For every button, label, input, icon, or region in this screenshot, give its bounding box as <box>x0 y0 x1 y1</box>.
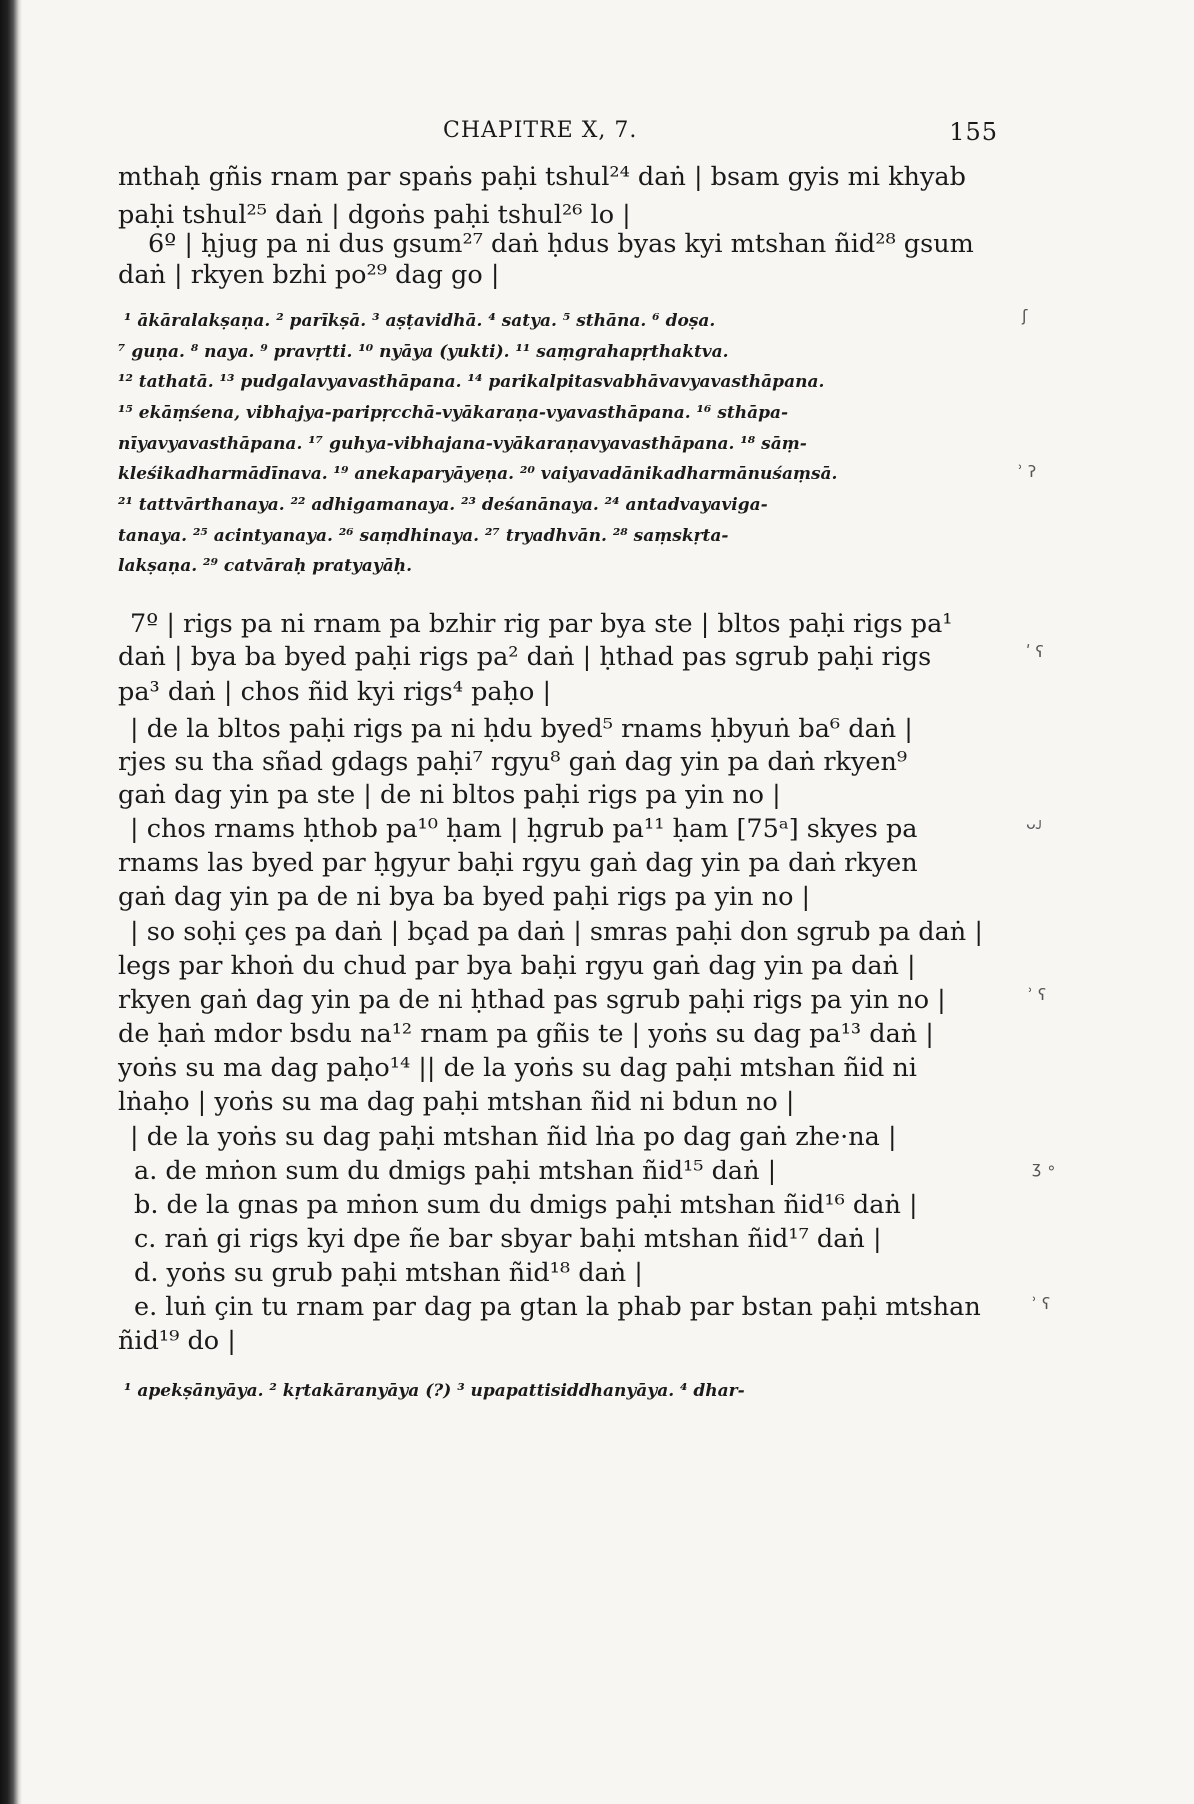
text-line: yoṅs su ma dag paḥo¹⁴ || de la yoṅs su dag paḥi mtshan ñid ni <box>118 1053 917 1083</box>
text-line: | de la yoṅs su dag paḥi mtshan ñid lṅa po dag gaṅ zhe·na | <box>130 1122 897 1152</box>
text-line: ñid¹⁹ do | <box>118 1326 236 1356</box>
running-header <box>118 118 998 152</box>
margin-mark: ᴗᴊ <box>1026 814 1043 833</box>
list-item: c. raṅ gi rigs kyi dpe ñe bar sbyar baḥi mtshan ñid¹⁷ daṅ | <box>134 1224 882 1254</box>
margin-mark: ʹ ʕ <box>1026 642 1044 661</box>
text-line: rkyen gaṅ dag yin pa de ni ḥthad pas sgrub paḥi rigs pa yin no | <box>118 985 946 1015</box>
footnote-line: lakṣaṇa. ²⁹ catvāraḥ pratyayāḥ. <box>118 556 412 576</box>
text-line: lṅaḥo | yoṅs su ma dag paḥi mtshan ñid ni bdun no | <box>118 1087 795 1117</box>
footnote-line: ²¹ tattvārthanaya. ²² adhigamanaya. ²³ deśanānaya. ²⁴ antadvayaviga- <box>118 495 768 515</box>
margin-mark: ʾ ʕ <box>1032 1294 1051 1313</box>
margin-mark: ʾ ʔ <box>1018 462 1037 481</box>
text-line: pa³ daṅ | chos ñid kyi rigs⁴ paḥo | <box>118 677 552 707</box>
footnote-line: ¹⁵ ekāṃśena, vibhajya-paripṛcchā-vyākaraṇa-vyavasthāpana. ¹⁶ sthāpa- <box>118 403 789 423</box>
text-line: paḥi tshul²⁵ daṅ | dgoṅs paḥi tshul²⁶ lo | <box>118 200 631 230</box>
text-line: gaṅ dag yin pa ste | de ni bltos paḥi rigs pa yin no | <box>118 780 781 810</box>
text-line: legs par khoṅ du chud par bya baḥi rgyu gaṅ dag yin pa daṅ | <box>118 951 916 981</box>
list-item: d. yoṅs su grub paḥi mtshan ñid¹⁸ daṅ | <box>134 1258 643 1288</box>
footnote-line: ⁷ guṇa. ⁸ naya. ⁹ pravṛtti. ¹⁰ nyāya (yukti). ¹¹ saṃgrahapṛthaktva. <box>118 342 729 362</box>
footnote-line: nīyavyavasthāpana. ¹⁷ guhya-vibhajana-vyākaraṇavyavasthāpana. ¹⁸ sāṃ- <box>118 434 807 454</box>
margin-mark: ʒ ∘ <box>1032 1158 1057 1177</box>
text-line: de ḥaṅ mdor bsdu na¹² rnam pa gñis te | yoṅs su dag pa¹³ daṅ | <box>118 1019 934 1049</box>
footnote-line: ¹² tathatā. ¹³ pudgalavyavasthāpana. ¹⁴ parikalpitasvabhāvavyavasthāpana. <box>118 372 825 392</box>
text-line: 6º | ḥjug pa ni dus gsum²⁷ daṅ ḥdus byas kyi mtshan ñid²⁸ gsum <box>148 229 974 259</box>
list-item: a. de mṅon sum du dmigs paḥi mtshan ñid¹⁵ daṅ | <box>134 1156 777 1186</box>
list-item: b. de la gnas pa mṅon sum du dmigs paḥi mtshan ñid¹⁶ daṅ | <box>134 1190 918 1220</box>
text-line: mthaḥ gñis rnam par spaṅs paḥi tshul²⁴ daṅ | bsam gyis mi khyab <box>118 162 966 192</box>
list-item: e. luṅ çin tu rnam par dag pa gtan la phab par bstan paḥi mtshan <box>134 1292 981 1322</box>
text-line: | de la bltos paḥi rigs pa ni ḥdu byed⁵ rnams ḥbyuṅ ba⁶ daṅ | <box>130 714 913 744</box>
text-line: | so soḥi çes pa daṅ | bçad pa daṅ | smras paḥi don sgrub pa daṅ | <box>130 917 983 947</box>
text-line: daṅ | rkyen bzhi po²⁹ dag go | <box>118 260 500 290</box>
text-line: rnams las byed par ḥgyur baḥi rgyu gaṅ dag yin pa daṅ rkyen <box>118 848 918 878</box>
text-line: 7º | rigs pa ni rnam pa bzhir rig par bya ste | bltos paḥi rigs pa¹ <box>130 609 953 639</box>
text-line: | chos rnams ḥthob pa¹⁰ ḥam | ḥgrub pa¹¹ ḥam [75ᵃ] skyes pa <box>130 814 918 844</box>
text-line: gaṅ dag yin pa de ni bya ba byed paḥi rigs pa yin no | <box>118 882 811 912</box>
footnote-line: kleśikadharmādīnava. ¹⁹ anekaparyāyeṇa. ²⁰ vaiyavadānikadharmānuśaṃsā. <box>118 464 838 484</box>
footnote-line: tanaya. ²⁵ acintyanaya. ²⁶ saṃdhinaya. ²⁷ tryadhvān. ²⁸ saṃskṛta- <box>118 526 729 546</box>
footnote-line: ¹ ākāralakṣaṇa. ² parīkṣā. ³ aṣṭavidhā. ⁴ satya. ⁵ sthāna. ⁶ doṣa. <box>124 311 716 331</box>
chapter-title: CHAPITRE X, 7. <box>443 118 638 143</box>
footnote-line: ¹ apekṣānyāya. ² kṛtakāranyāya (?) ³ upapattisiddhanyāya. ⁴ dhar- <box>124 1381 745 1401</box>
book-spine-shadow <box>0 0 22 1804</box>
margin-mark: ʃ <box>1022 306 1028 325</box>
text-line: rjes su tha sñad gdags paḥi⁷ rgyu⁸ gaṅ dag yin pa daṅ rkyen⁹ <box>118 747 908 777</box>
page-number: 155 <box>949 118 998 146</box>
text-line: daṅ | bya ba byed paḥi rigs pa² daṅ | ḥthad pas sgrub paḥi rigs <box>118 642 932 672</box>
margin-mark: ʾ ʕ <box>1028 985 1047 1004</box>
